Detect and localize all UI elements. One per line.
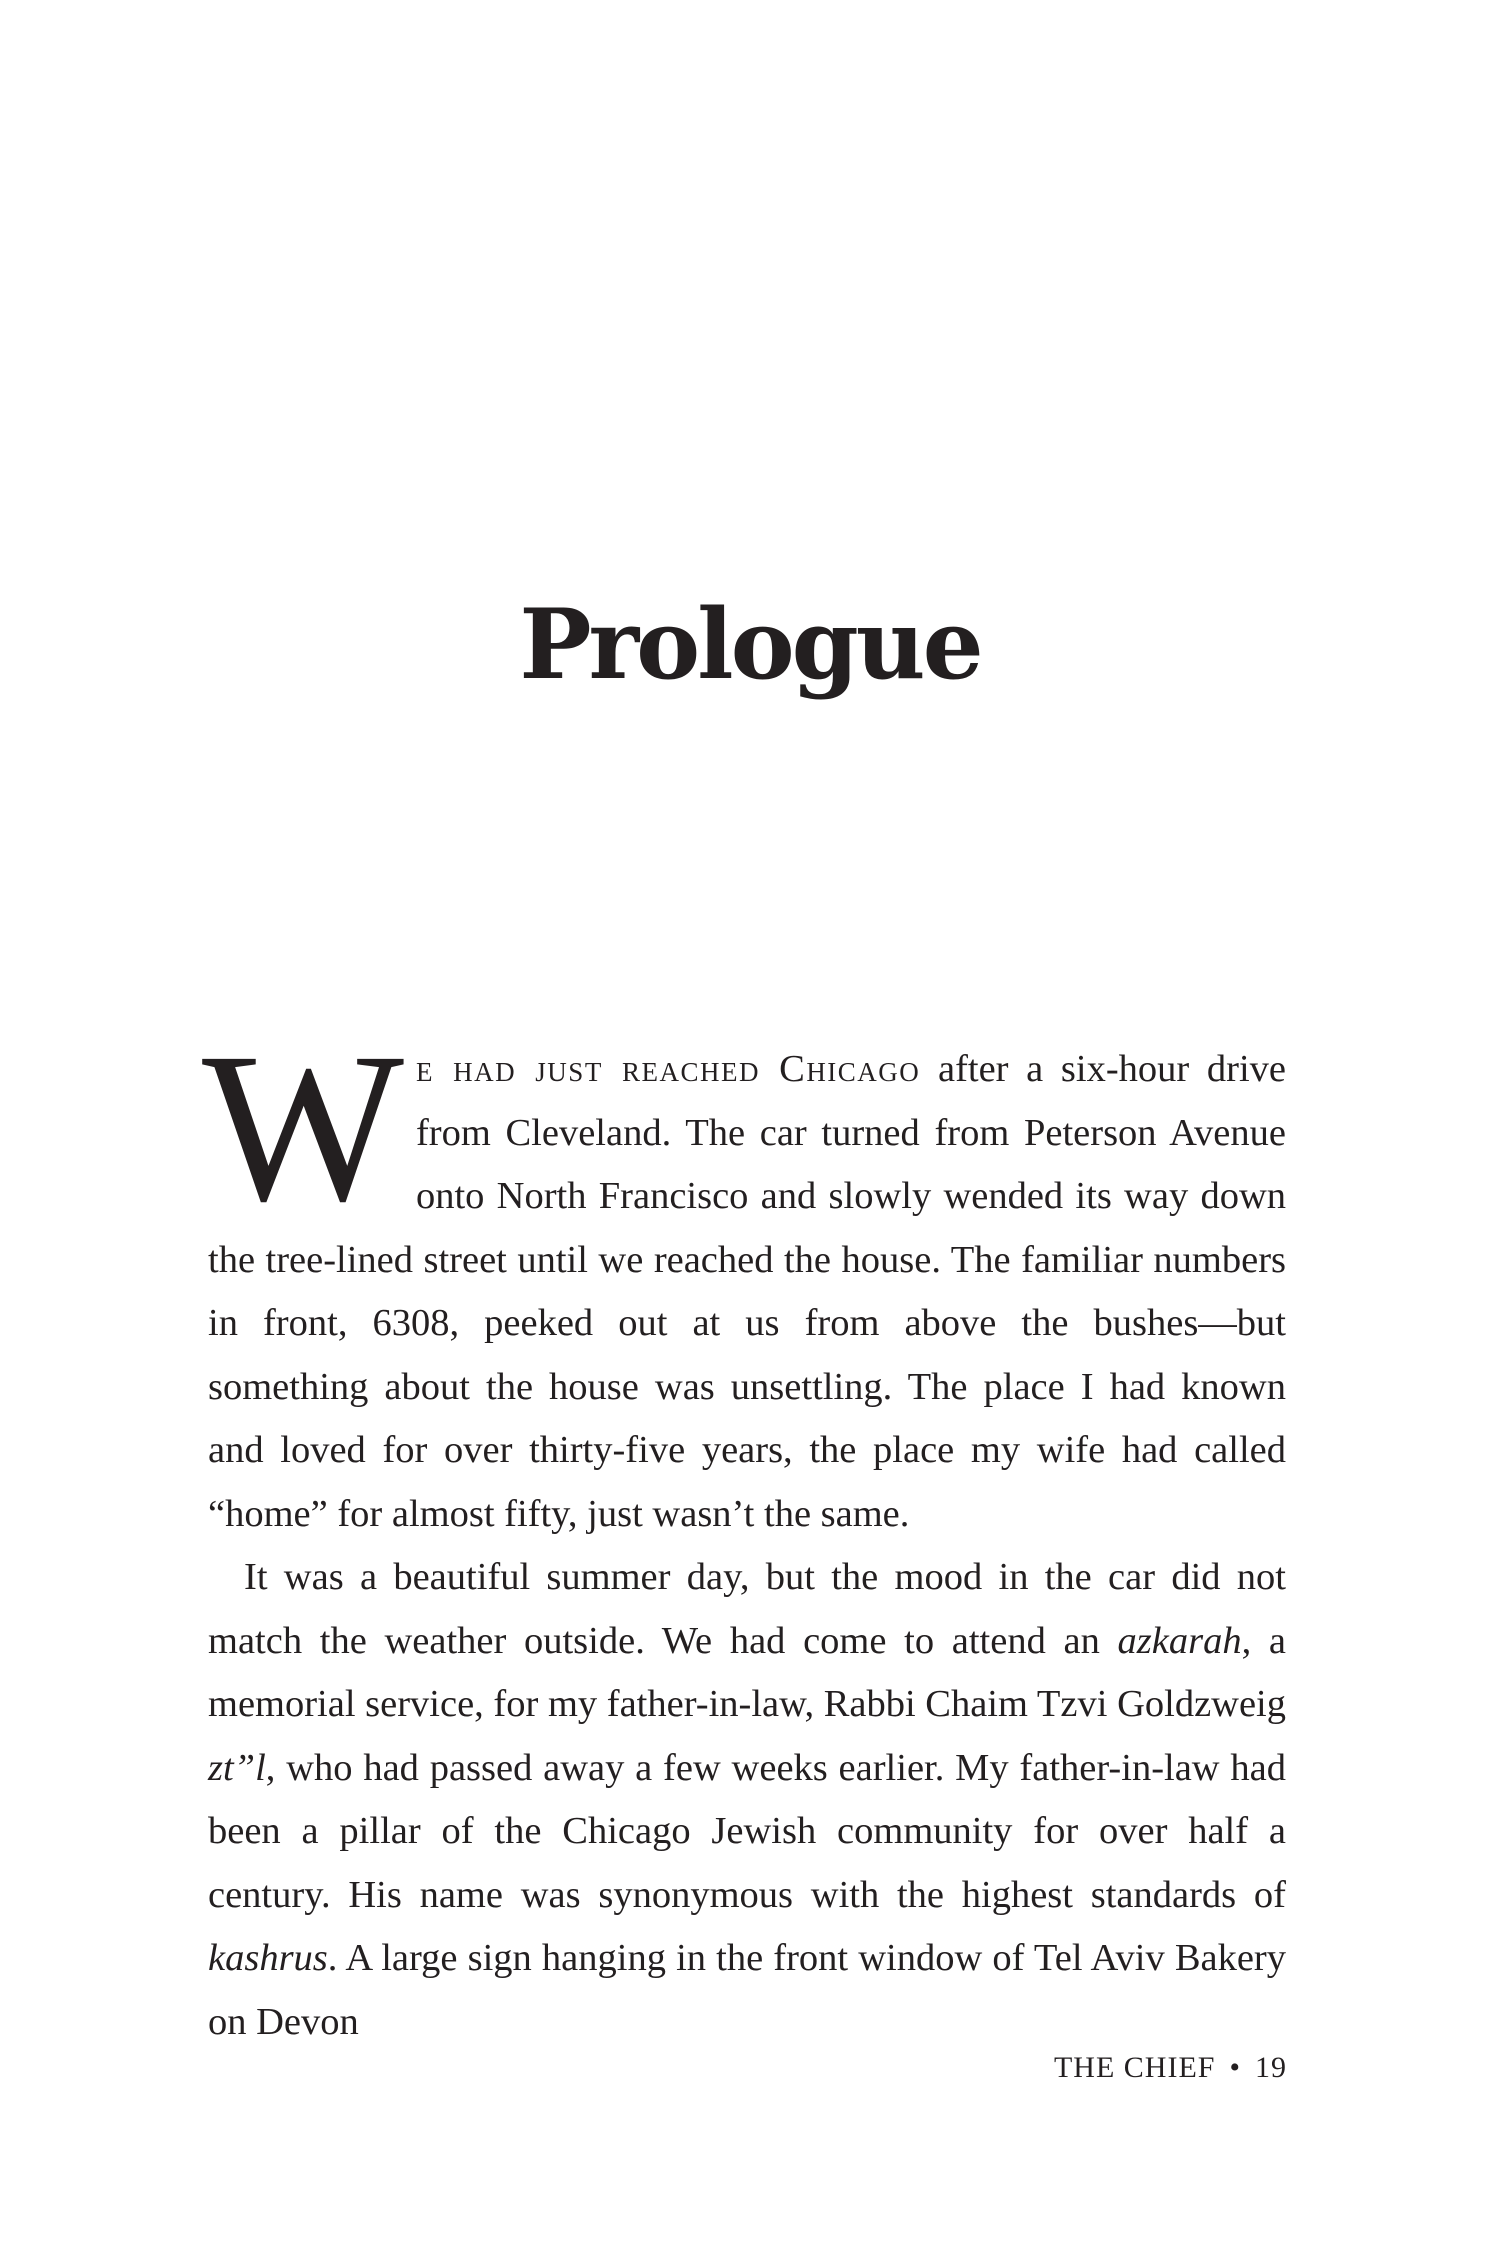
page-number: 19 bbox=[1255, 2051, 1287, 2084]
paragraph-1 bbox=[202, 1009, 1286, 1546]
italic-term-azkarah: azkarah bbox=[1117, 1619, 1242, 1662]
paragraph-1-text: after a six-hour drive from Cleveland. The car turned from Peterson Avenue onto North Francisco and slowly wended its way down the tree-lined street until we reached the house. The familiar numbers in front, 6308, peeked out at us from above the bushes—but something about the house was unsettling. The place I had known and loved for over thirty-five years, the place my wife had called “home” for almost fifty, just wasn’t the same. bbox=[208, 1048, 1286, 1535]
paragraph-2 bbox=[208, 1546, 1286, 2054]
chapter-title: Prologue bbox=[519, 588, 981, 701]
paragraph-2-text-2: , a memorial service, for my father-in-law, Rabbi Chaim Tzvi Goldzweig bbox=[208, 1619, 1286, 1725]
paragraph-2-text-3: , who had passed away a few weeks earlier. My father-in-law had been a pillar of the Chicago Jewish community for over half a century. His name was synonymous with the highest standards of bbox=[208, 1746, 1286, 1916]
paragraph-2-text-4: . A large sign hanging in the front window of Tel Aviv Bakery on Devon bbox=[208, 1937, 1286, 2043]
drop-cap: W bbox=[202, 1009, 396, 1246]
running-footer bbox=[1054, 2048, 1287, 2088]
footer-book-title: THE CHIEF bbox=[1053, 2051, 1216, 2084]
footer-separator: • bbox=[1229, 2051, 1241, 2084]
body-text bbox=[202, 1009, 1286, 2054]
italic-term-ztl: zt”l bbox=[208, 1746, 266, 1789]
italic-term-kashrus: kashrus bbox=[208, 1937, 328, 1979]
paragraph-2-text-1: It was a beautiful summer day, but the mood in the car did not match the weather outside. We had come to attend an bbox=[208, 1556, 1286, 1662]
small-caps-opening: e had just reached Chicago bbox=[415, 1048, 921, 1090]
